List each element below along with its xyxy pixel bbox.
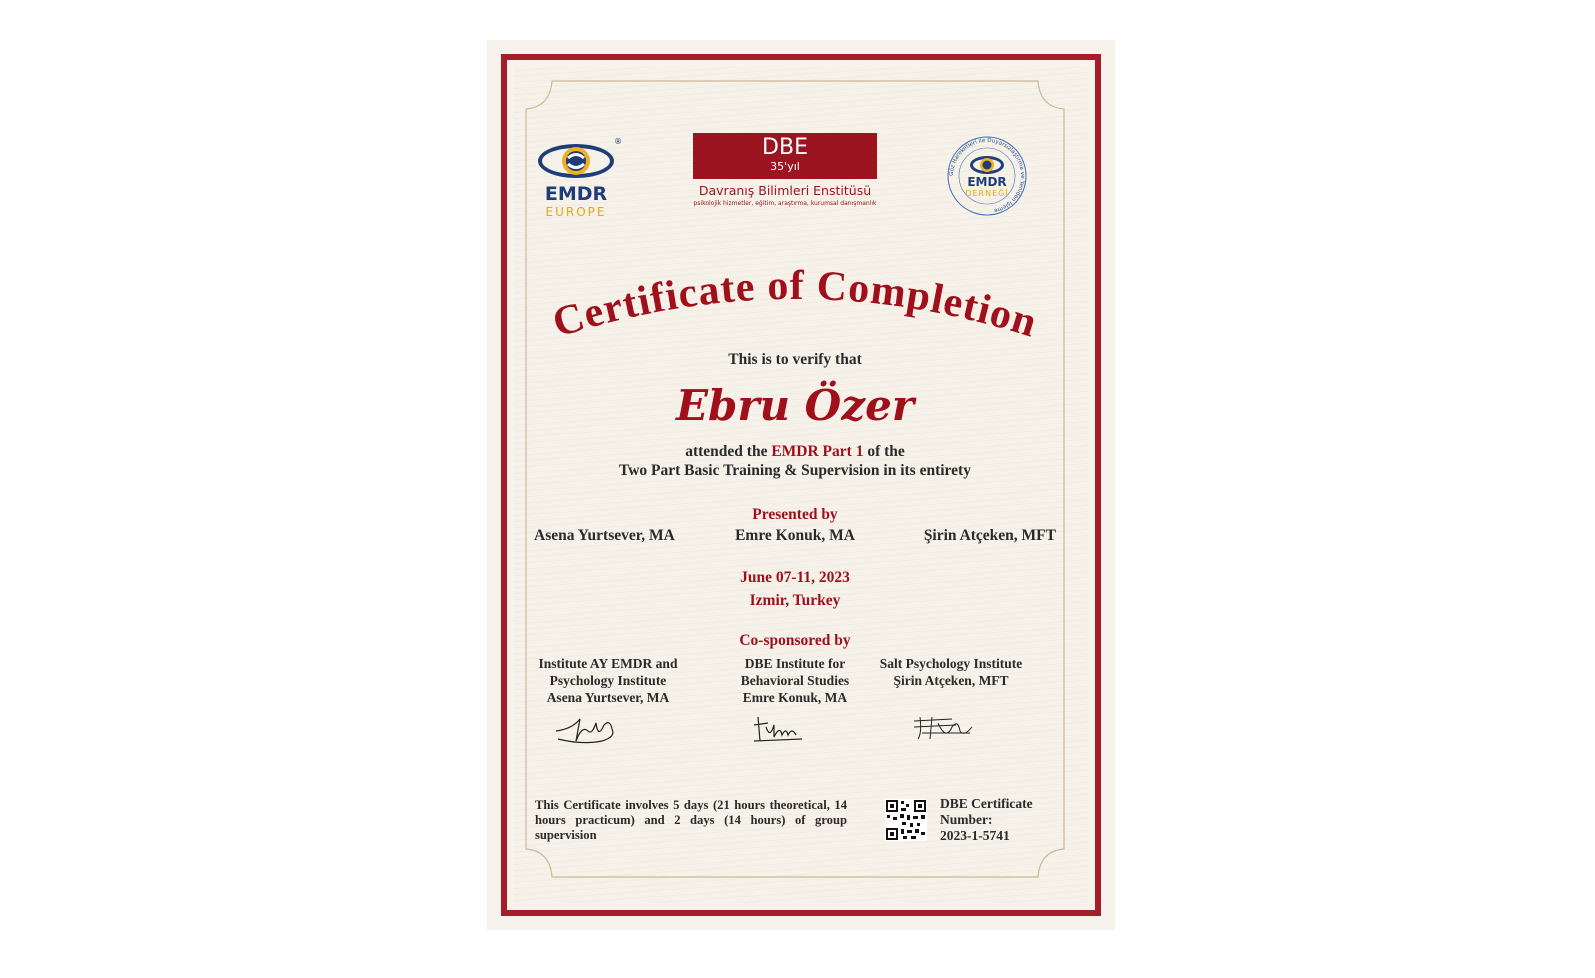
qr-code-icon[interactable]	[885, 799, 927, 841]
sponsor-1-line3: Asena Yurtsever, MA	[546, 690, 670, 705]
dbe-logo-name: Davranış Bilimleri Enstitüsü	[698, 183, 872, 198]
sponsor-1-line1: Institute AY EMDR and	[538, 656, 678, 671]
sponsor-3-line1: Salt Psychology Institute	[879, 656, 1023, 671]
training-date: June 07-11, 2023	[740, 569, 850, 586]
presenter-3: Şirin Atçeken, MFT	[923, 527, 1056, 544]
eye-logo-icon	[536, 141, 616, 181]
verify-text: This is to verify that	[728, 351, 862, 368]
training-location: Izmir, Turkey	[749, 592, 841, 609]
attended-suffix: of the	[867, 443, 905, 460]
emdr-europe-logo: ® EMDR EUROPE	[530, 141, 622, 223]
svg-text:Certificate of Completion	[547, 263, 1042, 347]
sponsor-3-line2: Şirin Atçeken, MFT	[893, 673, 1009, 688]
attended-prefix: attended the	[685, 443, 768, 460]
sponsor-2-line2: Behavioral Studies	[740, 673, 850, 688]
dbe-logo-banner	[693, 133, 877, 179]
attended-line	[514, 443, 1076, 461]
dbe-logo-tagline: psikolojik hizmetler, eğitim, araştırma, kurumsal danışmanlık	[693, 200, 877, 207]
cosponsored-label: Co-sponsored by	[739, 632, 851, 649]
sponsor-1-line2: Psychology Institute	[549, 673, 667, 688]
sponsor-2-line3: Emre Konuk, MA	[742, 690, 848, 705]
emdr-europe-subtitle: EUROPE	[545, 205, 607, 219]
sponsor-3	[866, 655, 1036, 689]
sponsor-2	[705, 655, 885, 706]
seal-ring-text: Göz Hareketleri ile Duyarsızlaştırma ve Yeniden İşleme	[948, 137, 1026, 214]
presented-by-label: Presented by	[752, 506, 838, 523]
footer-note: This Certificate involves 5 days (21 hours theoretical, 14 hours practicum) and 2 days (14 hours) of group supervision	[535, 798, 847, 842]
program-part-highlight: EMDR Part 1	[771, 443, 864, 460]
signature-3	[912, 713, 982, 745]
presenter-2: Emre Konuk, MA	[735, 527, 855, 544]
certificate-paper	[514, 67, 1088, 903]
presenter-1: Asena Yurtsever, MA	[534, 527, 675, 544]
sponsor-2-line1: DBE Institute for	[744, 656, 846, 671]
certificate-number: 2023-1-5741	[940, 828, 1010, 843]
certificate-number-block	[940, 796, 1050, 844]
emdr-dernegi-logo	[946, 135, 1028, 217]
certificate-number-label: DBE Certificate Number:	[940, 796, 1033, 827]
signature-2	[752, 713, 812, 747]
signature-1	[552, 711, 632, 751]
emdr-europe-title: EMDR	[544, 183, 608, 205]
emdr-dernegi-subtitle: DERNEĞİ	[965, 189, 1009, 198]
recipient-name: Ebru Özer	[676, 381, 914, 430]
program-name: Two Part Basic Training & Supervision in its entirety	[619, 462, 971, 479]
dbe-logo-title: DBE	[762, 135, 808, 160]
certificate-title-text: Certificate of Completion	[547, 262, 1043, 347]
certificate-title	[514, 247, 1076, 357]
certificate-sheet	[487, 40, 1115, 930]
emdr-dernegi-title: EMDR	[967, 175, 1007, 189]
sponsor-1	[528, 655, 688, 706]
dbe-anniversary: 35'yıl	[770, 160, 800, 173]
